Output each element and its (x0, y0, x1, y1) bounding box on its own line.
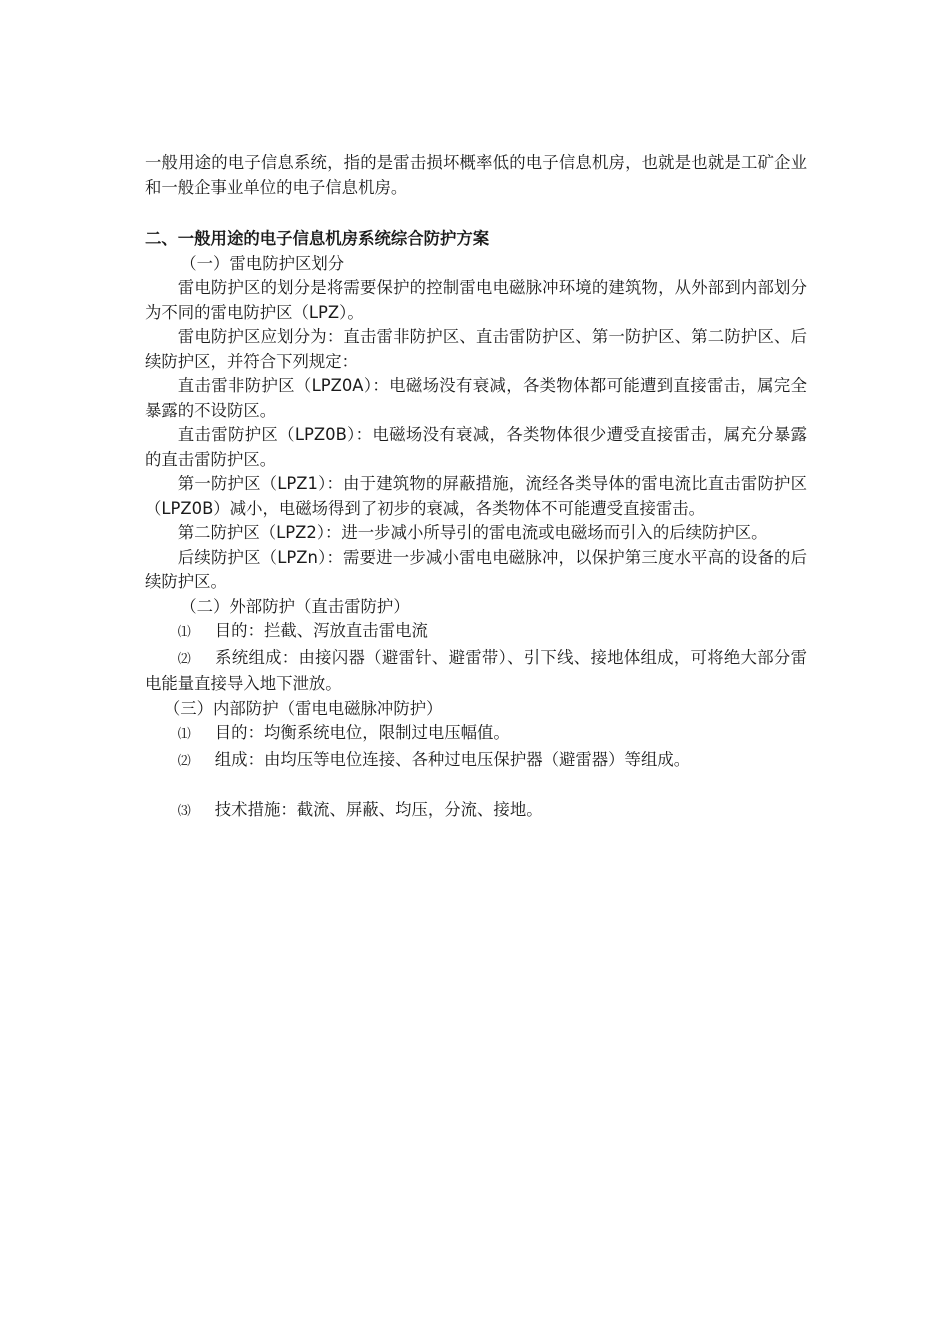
section-title: 二、一般用途的电子信息机房系统综合防护方案 (145, 229, 490, 248)
list-item-internal-2 (145, 748, 807, 775)
list-item-text: 技术措施：截流、屏蔽、均压，分流、接地。 (214, 800, 543, 819)
paragraph-lpz1: 第一防护区（LPZ1）：由于建筑物的屏蔽措施，流经各类导体的雷电流比直击雷防护区（LPZ0B）减小，电磁场得到了初步的衰减，各类物体不可能遭受直接雷击。 (145, 474, 807, 518)
list-item-internal-3 (145, 798, 807, 825)
list-item-text: 目的：均衡系统电位，限制过电压幅值。 (214, 723, 510, 742)
list-number: ⑵ (177, 753, 191, 769)
paragraph-lpzn: 后续防护区（LPZn）：需要进一步减小雷电电磁脉冲，以保护第三度水平高的设备的后续防护区。 (145, 547, 807, 591)
list-number: ⑶ (177, 804, 191, 819)
list-number: ⑴ (177, 625, 191, 640)
list-item-external-1 (145, 619, 807, 646)
list-item-internal-1 (145, 721, 807, 748)
paragraph-zoning-categories: 雷电防护区应划分为：直击雷非防护区、直击雷防护区、第一防护区、第二防护区、后续防护区，并符合下列规定： (145, 327, 807, 371)
list-item-text: 系统组成：由接闪器（避雷针、避雷带）、引下线、接地体组成，可将绝大部分雷电能量直接导入地下泄放。 (145, 647, 807, 693)
list-item-external-2 (145, 646, 807, 697)
subsection-title-zoning: （一）雷电防护区划分 (180, 253, 345, 273)
paragraph-lpz0a: 直击雷非防护区（LPZ0A）：电磁场没有衰减，各类物体都可能遭到直接雷击，属完全暴露的不设防区。 (145, 376, 807, 420)
list-item-text: 组成：由均压等电位连接、各种过电压保护器（避雷器）等组成。 (214, 749, 691, 769)
list-item-text: 目的：拦截、泻放直击雷电流 (214, 621, 428, 640)
paragraph-lpz0b: 直击雷防护区（LPZ0B）：电磁场没有衰减，各类物体很少遭受直接雷击，属充分暴露的直击雷防护区。 (145, 425, 807, 469)
list-number: ⑵ (177, 651, 191, 667)
intro-paragraph: 一般用途的电子信息系统，指的是雷击损坏概率低的电子信息机房，也就是也就是工矿企业和一般企事业单位的电子信息机房。 (145, 153, 807, 197)
list-number: ⑴ (177, 727, 191, 742)
subsection-title-external: （二）外部防护（直击雷防护） (180, 596, 410, 616)
document-body (145, 151, 807, 825)
paragraph-zoning-definition: 雷电防护区的划分是将需要保护的控制雷电电磁脉冲环境的建筑物，从外部到内部划分为不同的雷电防护区（LPZ）。 (145, 278, 807, 322)
subsection-title-internal: （三）内部防护（雷电电磁脉冲防护） (163, 698, 443, 718)
paragraph-lpz2: 第二防护区（LPZ2）：进一步减小所导引的雷电流或电磁场而引入的后续防护区。 (177, 523, 768, 542)
